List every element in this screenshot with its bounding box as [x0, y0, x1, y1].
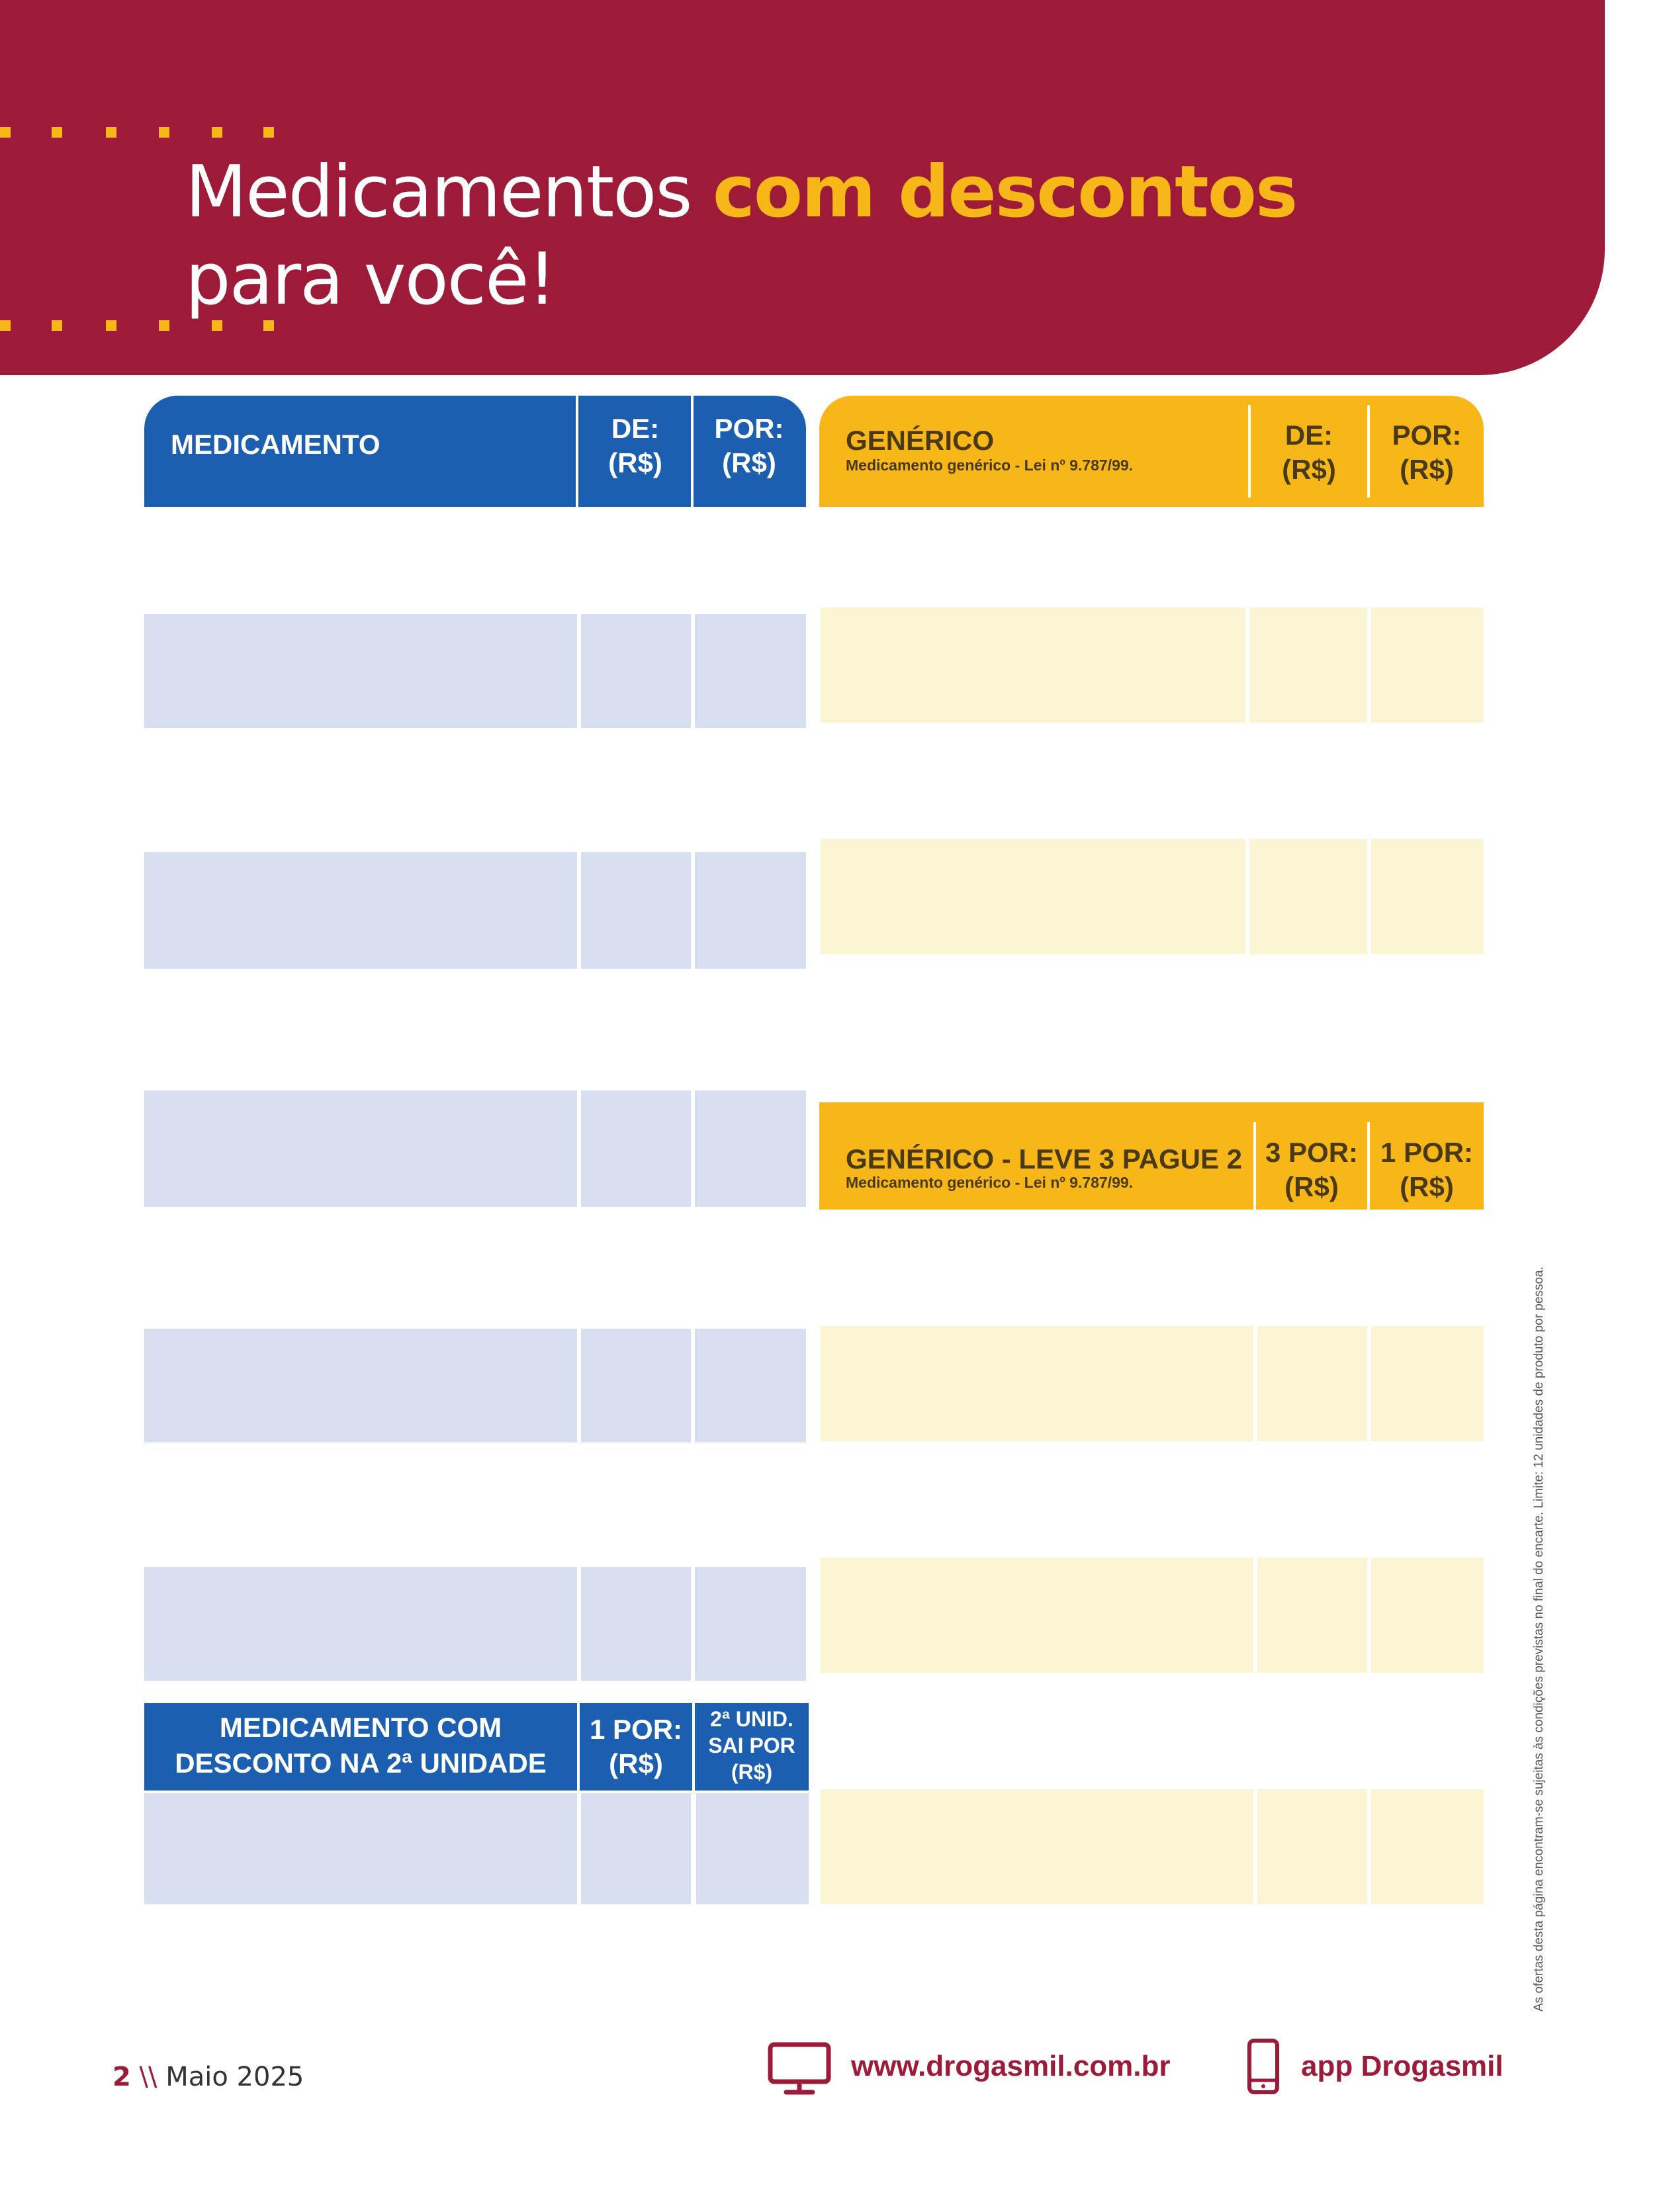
generico-cell	[821, 607, 1245, 723]
generico-cell	[821, 1789, 1253, 1904]
divider	[1248, 405, 1251, 498]
second-unit-title: MEDICAMENTO COM DESCONTO NA 2ª UNIDADE	[175, 1712, 547, 1779]
de-cell	[581, 1329, 691, 1442]
por-cell	[695, 1329, 806, 1442]
1por-cell	[1371, 1789, 1484, 1904]
de-cell	[581, 1090, 691, 1207]
col-1por: 1 POR: (R$)	[1380, 1137, 1474, 1202]
generico-cell	[821, 1326, 1253, 1441]
3por-cell	[1257, 1326, 1367, 1441]
de-cell	[581, 852, 691, 969]
de-cell	[1249, 607, 1367, 723]
title-part2: para você!	[185, 238, 555, 321]
por-cell	[695, 1090, 806, 1207]
de-cell	[581, 614, 691, 728]
medicamento-cell	[144, 1567, 577, 1681]
medicamento-cell	[144, 1793, 577, 1904]
medicamento-cell	[144, 1329, 577, 1442]
page-title	[185, 149, 1296, 324]
col-1por: 1 POR: (R$)	[589, 1714, 683, 1779]
blue-table-header	[144, 396, 806, 507]
col-3por: 3 POR: (R$)	[1265, 1137, 1359, 1202]
divider	[691, 396, 694, 507]
3por-cell	[1257, 1789, 1367, 1904]
generic-subtitle: Medicamento genérico - Lei nº 9.787/99.	[846, 457, 1134, 474]
col-2unid: 2ª UNID. SAI POR (R$)	[708, 1707, 795, 1784]
de-cell	[1249, 839, 1367, 954]
por-cell	[695, 1567, 806, 1681]
side-disclaimer: As ofertas desta página encontram-se sujeitas às condições previstas no final do encarte. Limite: 12 unidades de produto por pessoa.	[1532, 1266, 1546, 2012]
divider	[1367, 1122, 1370, 1210]
col-medicamento: MEDICAMENTO	[171, 429, 381, 460]
medicamento-cell	[144, 614, 577, 728]
3por-cell	[1257, 1558, 1367, 1673]
footer-separator: \\	[130, 2062, 166, 2092]
generic-title: GENÉRICO	[846, 425, 995, 456]
footer-date: Maio 2025	[165, 2062, 304, 2092]
generico-cell	[821, 839, 1245, 954]
1por-cell	[1371, 1558, 1484, 1673]
por-cell	[1371, 839, 1484, 954]
divider	[1367, 405, 1370, 498]
title-part1: Medicamentos	[185, 151, 713, 234]
por-cell	[1371, 607, 1484, 723]
title-accent: com descontos	[712, 151, 1297, 234]
divider	[692, 1703, 695, 1791]
col-de: DE: (R$)	[1282, 420, 1336, 485]
por-cell	[695, 852, 806, 969]
generico-cell	[821, 1558, 1253, 1673]
1por-cell	[581, 1793, 691, 1904]
por-cell	[695, 614, 806, 728]
app-link[interactable]: app Drogasmil	[1301, 2050, 1504, 2082]
col-de: DE: (R$)	[608, 413, 662, 478]
page-number: 2	[112, 2062, 131, 2092]
col-por: POR: (R$)	[714, 413, 784, 478]
website-link[interactable]: www.drogasmil.com.br	[851, 2050, 1171, 2082]
divider	[576, 396, 578, 507]
divider	[577, 1703, 580, 1791]
second-unit-table-header	[144, 1703, 809, 1791]
divider	[1253, 1122, 1256, 1210]
col-por: POR: (R$)	[1392, 420, 1462, 485]
smartphone-icon	[1247, 2038, 1280, 2095]
footer-page-info	[112, 2062, 304, 2092]
generic-leve3-header	[819, 1102, 1484, 1210]
medicamento-cell	[144, 1090, 577, 1207]
1por-cell	[1371, 1326, 1484, 1441]
generic-table-header	[819, 396, 1484, 507]
monitor-icon	[768, 2042, 831, 2096]
leve3-title: GENÉRICO - LEVE 3 PAGUE 2	[846, 1143, 1243, 1174]
leve3-subtitle: Medicamento genérico - Lei nº 9.787/99.	[846, 1174, 1134, 1191]
de-cell	[581, 1567, 691, 1681]
medicamento-cell	[144, 852, 577, 969]
2unid-cell	[696, 1793, 809, 1904]
